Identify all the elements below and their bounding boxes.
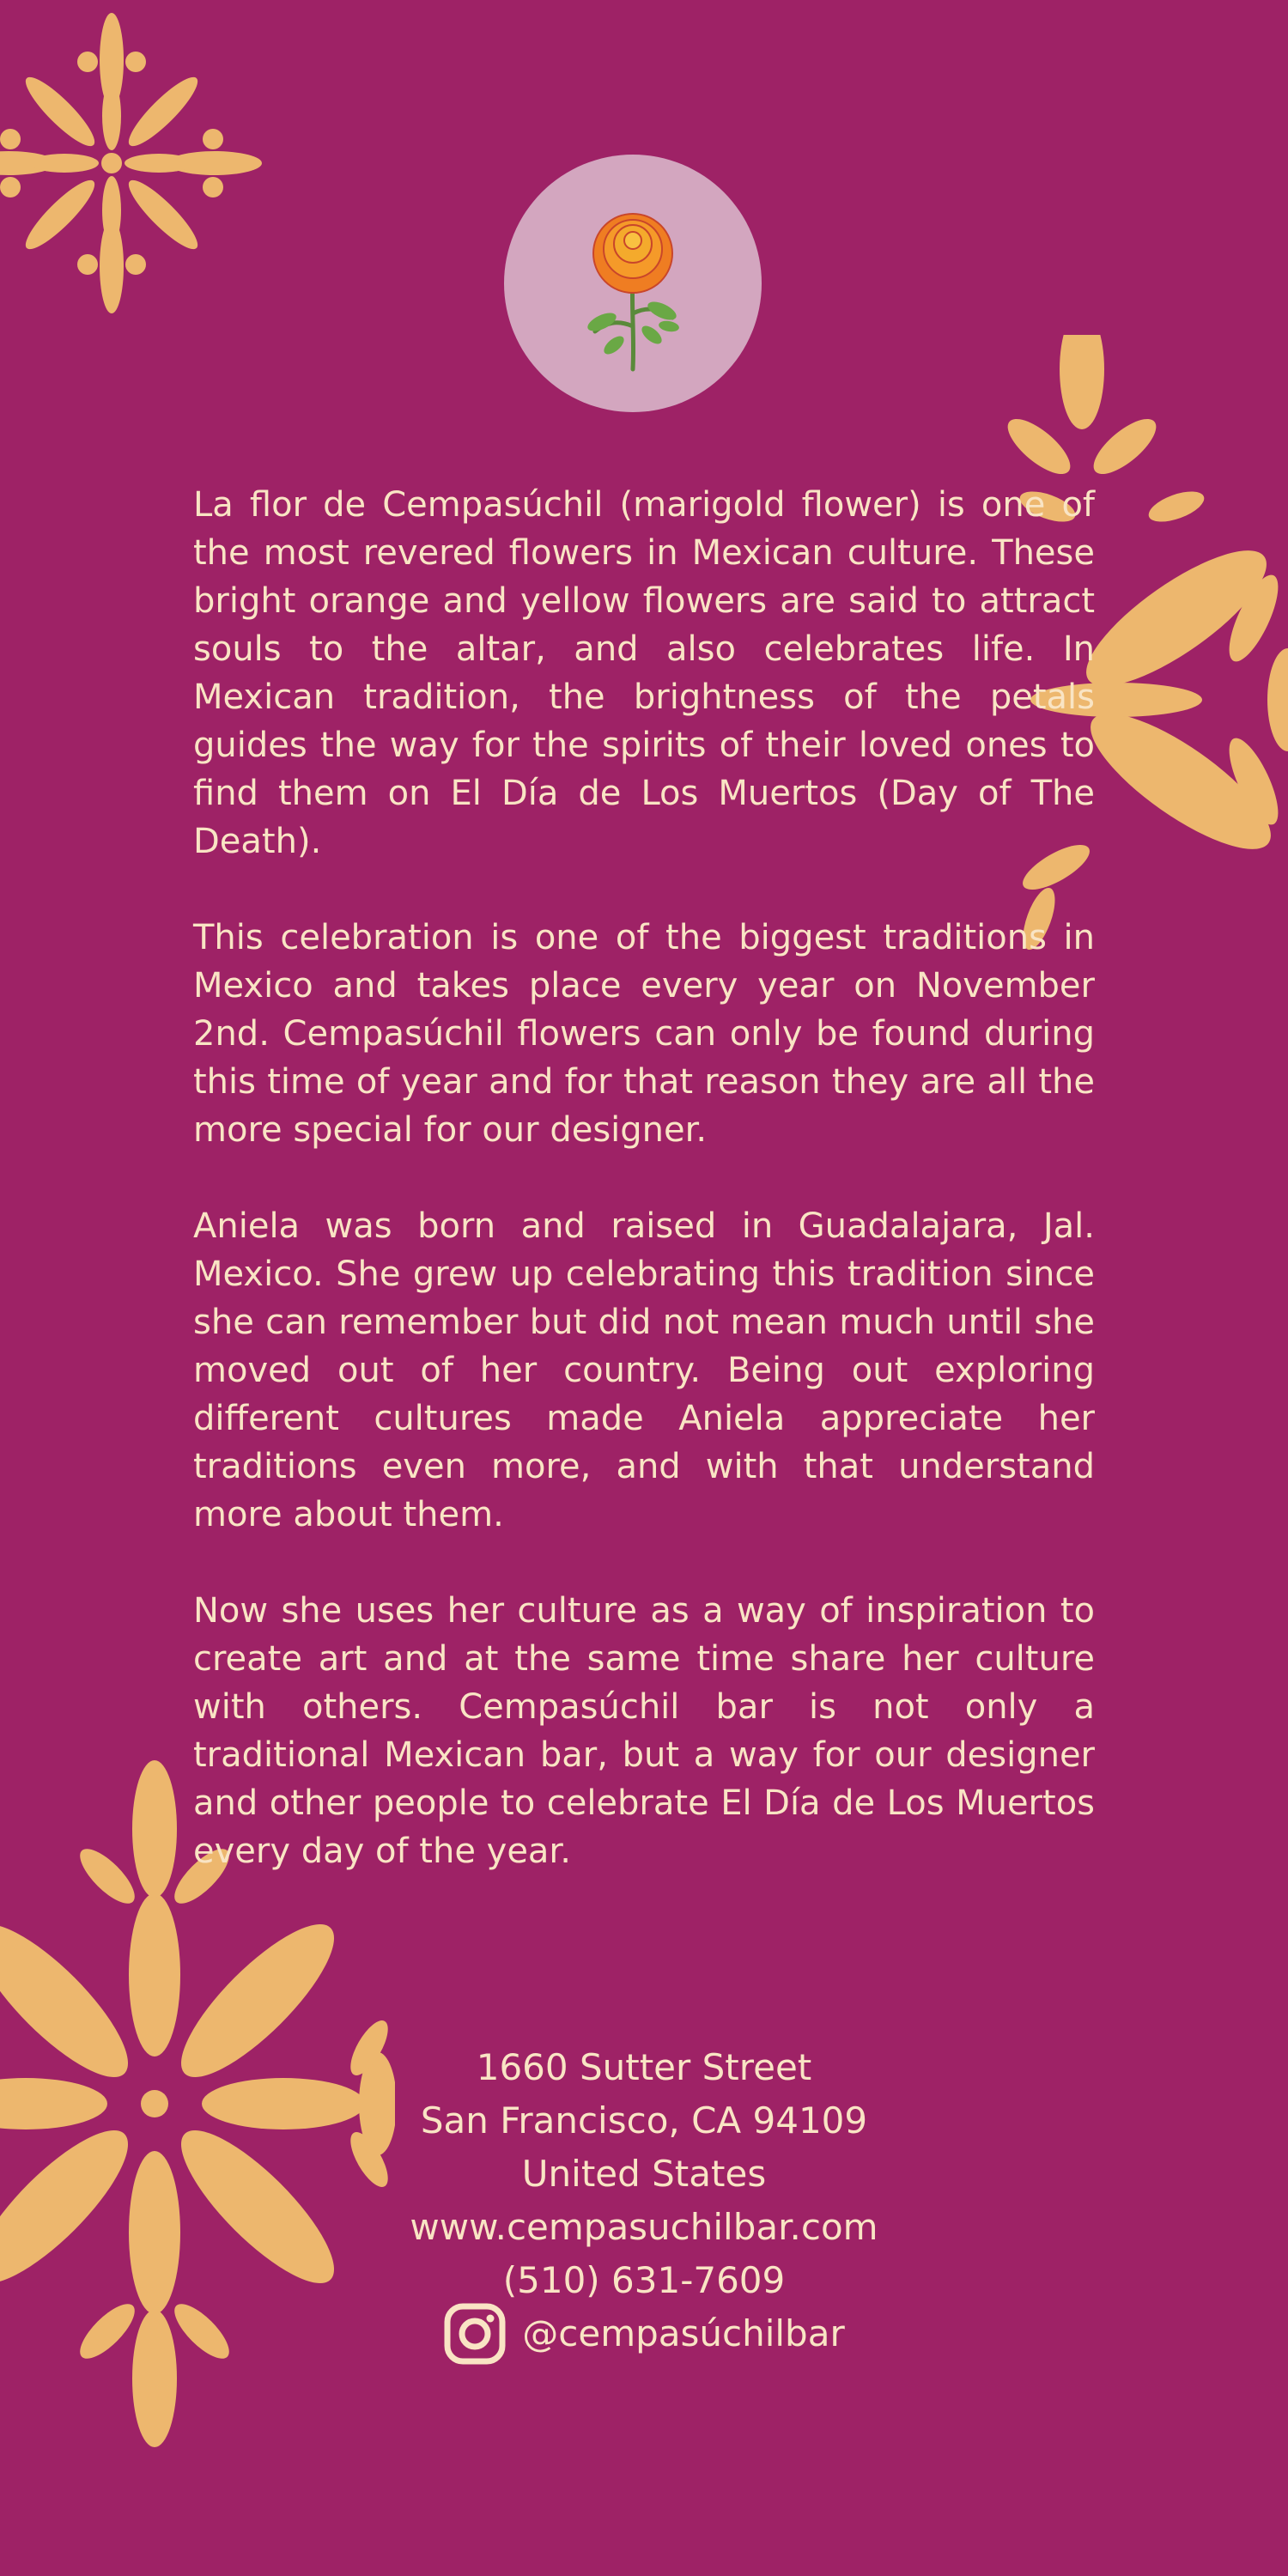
story-text <box>193 481 1095 1923</box>
contact-block <box>322 2041 966 2360</box>
paragraph-marigold: La flor de Cempasúchil (marigold flower) is one of the most revered flowers in Mexican culture. These bright orange and yellow flowers are said to attract souls to the altar, and also celebrates life. In Mexican tradition, the brightness of the petals guides the way for the spirits of their loved ones to find them on El Día de Los Muertos (Day of The Death). <box>193 485 1095 861</box>
website-link[interactable]: www.cempasuchilbar.com <box>410 2206 878 2248</box>
social-handle-row[interactable] <box>322 2307 966 2360</box>
paragraph-celebration: This celebration is one of the biggest traditions in Mexico and takes place every year on November 2nd. Cempasúchil flowers can only be found during this time of year and for that reason they are all the more special for our designer. <box>193 918 1095 1150</box>
address-street: 1660 Sutter Street <box>476 2046 812 2088</box>
paragraph-designer-origin: Aniela was born and raised in Guadalajara, Jal. Mexico. She grew up celebrating this tradition since she can remember but did not mean much until she moved out of her country. Being out exploring different cultures made Aniela appreciate her traditions even more, and with that understand more about them. <box>193 1206 1095 1534</box>
flower-ornament-top-left <box>0 0 309 352</box>
address-country: United States <box>521 2153 767 2195</box>
address-city: San Francisco, CA 94109 <box>420 2099 868 2142</box>
instagram-icon <box>443 2302 507 2366</box>
marigold-flower-icon <box>504 155 762 412</box>
phone-number[interactable]: (510) 631-7609 <box>502 2259 786 2301</box>
instagram-handle: @cempasúchilbar <box>522 2312 845 2354</box>
marigold-emblem <box>504 155 762 412</box>
paragraph-inspiration: Now she uses her culture as a way of inspiration to create art and at the same time share her culture with others. Cempasúchil bar is not only a traditional Mexican bar, but a way for our designer and other people to celebrate El Día de Los Muertos every day of the year. <box>193 1591 1095 1871</box>
